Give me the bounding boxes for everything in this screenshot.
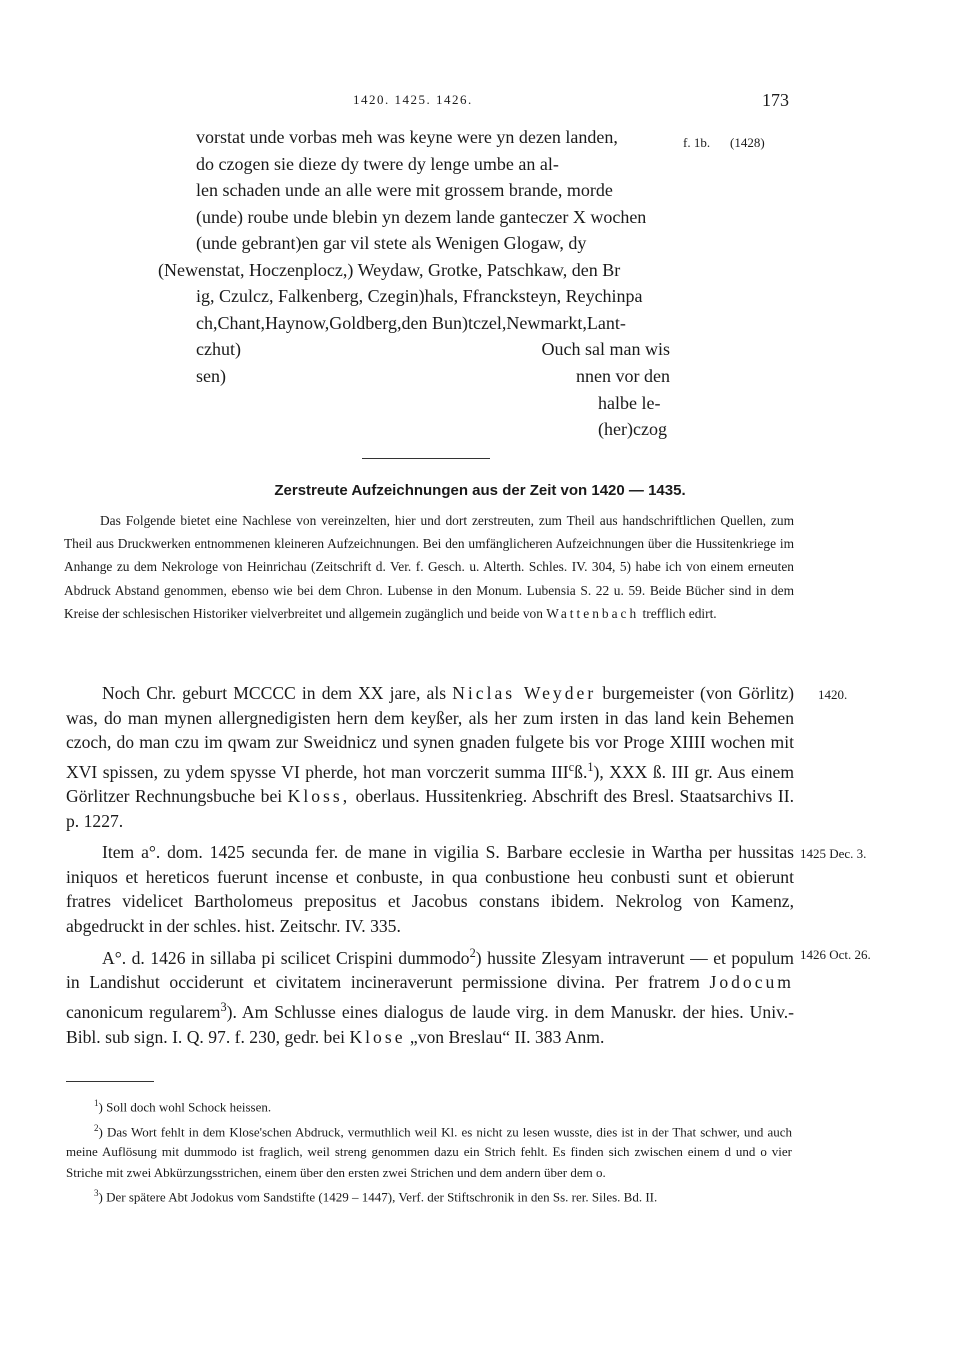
footnotes (66, 1093, 792, 1208)
verse-line-10-left: sen) (196, 366, 226, 386)
margin-date-1420: 1420. (818, 687, 848, 702)
entry-1426-text-b: ) hussite Zlesyam intraverunt — et populum in Landishut occiderunt et civitatem incineraverunt permissione divina. Per fratrem (66, 947, 794, 993)
footnote-2-text: ) Das Wort fehlt in dem Klose'schen Abdruck, vermuthlich weil Kl. es nicht zu lesen wusste, dies ist in der That schwer, und auch meine Auflösung mit dummodo ist fraglich, weil streng genommen dazu ein Strich fehlt. Es finden sich zwischen einem d und o vier Striche mit zwei Abkürzungsstrichen, einem über den ersten zwei Strichen und dem andern über dem o. (66, 1124, 792, 1180)
entry-1426-text-c: canonicum regularem (66, 1001, 221, 1022)
verse-line-6: (Newenstat, Hoczenplocz,) Weydaw, Grotke, Patschkaw, den Br (158, 260, 621, 280)
entry-1420-text-b: burgemeister (von Görlitz) was, do man mynen allergnedigisten hern dem keyßer, als her zum irsten in das land kein Behemen czoch, do man czu im qwam zur Sweidnicz und synen gnaden fulgete bis vor Proge XIIII wochen mit XVI spissen, zu ydem spysse VI pherde, hot man vorczerit summa III (66, 683, 795, 782)
footnote-1-text: ) Soll doch wohl Schock heissen. (98, 1099, 272, 1115)
margin-year: (1428) (730, 135, 765, 150)
entry-1420-sup: c (568, 759, 575, 774)
verse-line-9-left: czhut) (196, 339, 241, 359)
verse-line-1: vorstat unde vorbas meh was keyne were yn dezen landen, (196, 127, 618, 147)
verse-line-10 (196, 363, 670, 390)
verse-line-2: do czogen sie dieze dy twere dy lenge umbe an al- (196, 154, 559, 174)
verse-line-9-right: Ouch sal man wis (541, 339, 670, 359)
page-number: 173 (762, 90, 789, 110)
verse-line-9 (196, 336, 670, 363)
entry-1420-text-d: ), XXX ß. III gr. Aus einem Görlitzer Rechnungsbuche bei (66, 761, 794, 807)
entry-1426-jodocum: Jodocum (709, 972, 794, 993)
entry-1420-text-a: Noch Chr. geburt MCCCC in dem XX jare, als (102, 683, 447, 703)
footnote-ref-2[interactable]: 2 (469, 946, 476, 960)
running-head: 1420. 1425. 1426. (353, 92, 473, 107)
verse-line-3: len schaden unde an alle were mit grossem brande, morde (196, 180, 613, 200)
entry-1420-name: Niclas Weyder (452, 683, 597, 703)
verse-line-11: halbe le- (598, 393, 661, 413)
verse-line-8: ch,Chant,Haynow,Goldberg,den Bun)tczel,Newmarkt,Lant- (196, 313, 626, 333)
footnote-2-mark: 2 (94, 1122, 99, 1133)
verse-line-7: ig, Czulcz, Falkenberg, Czegin)hals, Ffrancksteyn, Reychinpa (196, 286, 643, 306)
footnote-2 (66, 1118, 792, 1184)
entry-1426-text-a: A°. d. 1426 in sillaba pi scilicet Crispini dummodo (102, 947, 470, 968)
verse-line-10-right: nnen vor den (576, 366, 670, 386)
entry-1426-klose: Klose (349, 1026, 406, 1047)
footnote-1 (66, 1093, 792, 1118)
intro-text-2: trefflich edirt. (642, 605, 717, 621)
margin-folio: f. 1b. (683, 135, 711, 150)
entry-1426-text-d: ). Am Schlusse eines dialogus de laude virg. in dem Manuskr. der hies. Univ.-Bibl. sub sign. I. Q. 97. f. 230, gedr. bei (66, 1001, 794, 1047)
entry-1425-text: Item a°. dom. 1425 secunda fer. de mane in vigilia S. Barbare ecclesie in Wartha per hussitas iniquos et hereticos fuerunt incense et conbuste, in qua conbustione heu conbusti sunt et obierunt fratres videlicet Bartholomeus prepositus et Jacobus constans ibidem. Nekrolog von Kamenz, abgedruckt in der schles. hist. Zeitschr. IV. 335. (66, 842, 794, 936)
entry-1420 (66, 681, 794, 833)
footnote-3 (66, 1183, 792, 1208)
footnote-ref-3[interactable]: 3 (220, 1000, 227, 1015)
entry-1420-text-e: oberlaus. Hussitenkrieg. Abschrift des Bresl. Staatsarchivs II. p. 1227. (66, 786, 794, 831)
entry-1420-kloss: Kloss, (287, 786, 351, 807)
margin-date-1426: 1426 Oct. 26. (800, 947, 871, 962)
section-divider (362, 458, 490, 459)
footnote-ref-1[interactable]: 1 (587, 759, 594, 774)
verse-line-4: (unde) roube unde blebin yn dezem lande ganteczer X wochen (196, 207, 647, 227)
footnote-3-mark: 3 (94, 1188, 99, 1199)
verse-line-5: (unde gebrant)en gar vil stete als Wenigen Glogaw, dy (196, 233, 587, 253)
verse-line-12: (her)czog (598, 419, 667, 439)
entry-1420-text-c: ß. (574, 761, 588, 782)
intro-text-1: Das Folgende bietet eine Nachlese von vereinzelten, hier und dort zerstreuten, zum Theil aus handschriftlichen Quellen, zum Theil aus Druckwerken entnommenen kleineren Aufzeichnungen. Bei den umfänglicheren Aufzeichnungen über die Hussitenkriege im Anhange zu dem Nekrologe von Heinrichau (Zeitschrift d. Ver. f. Gesch. u. Alterth. Schles. IV. 304, 5) habe ich von einem erneuten Abdruck Abstand genommen, ebenso wie bei dem Chron. Lubense in den Monum. Lubensia S. 22 u. 59. Beide Bücher sind in dem Kreise der schlesischen Historiker vielverbreitet und allgemein zugänglich und beide von (64, 513, 794, 621)
footnote-1-mark: 1 (94, 1098, 99, 1108)
footnote-3-text: ) Der spätere Abt Jodokus vom Sandstifte (1429 – 1447), Verf. der Stiftschronik in den Ss. rer. Siles. Bd. II. (98, 1189, 658, 1205)
entry-1426-text-e: „von Breslau“ II. 383 Anm. (409, 1026, 605, 1047)
intro-author: Wattenbach (546, 605, 640, 621)
footnote-divider (66, 1081, 154, 1082)
entry-1425 (66, 840, 794, 938)
intro-paragraph (64, 509, 794, 625)
section-heading: Zerstreute Aufzeichnungen aus der Zeit von 1420 — 1435. (274, 482, 686, 499)
margin-date-1425: 1425 Dec. 3. (800, 846, 867, 861)
entry-1426 (66, 941, 794, 1049)
